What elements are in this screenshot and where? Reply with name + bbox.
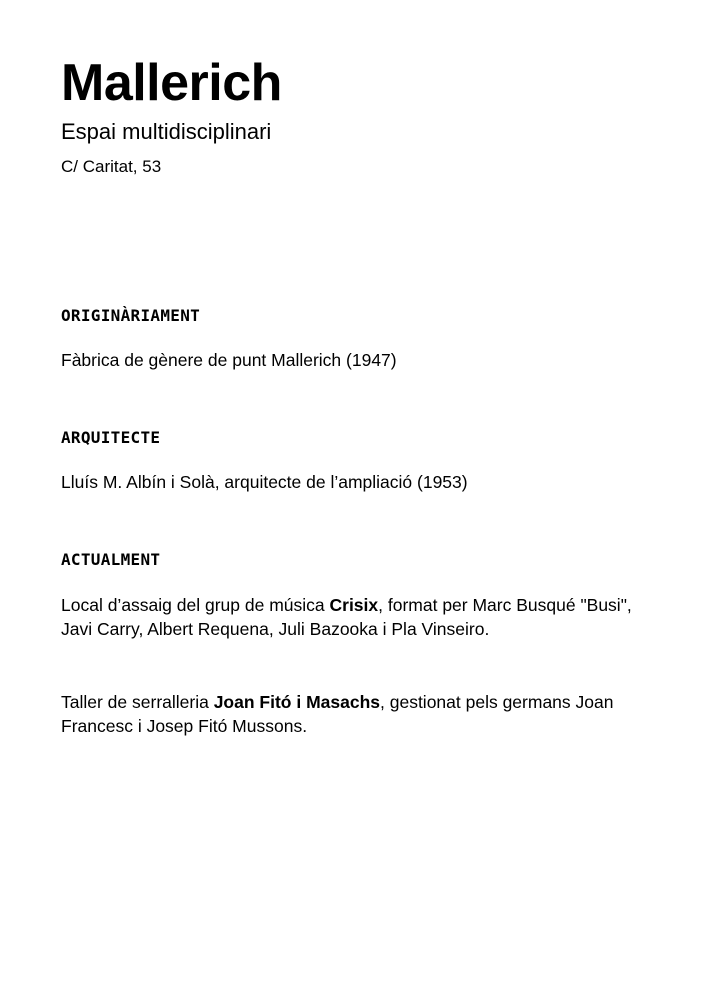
page-subtitle: Espai multidisciplinari xyxy=(61,119,272,144)
current-paragraph-crisix xyxy=(61,593,651,641)
heading-original: ORIGINÀRIAMENT xyxy=(61,306,201,325)
page-title: Mallerich xyxy=(61,54,282,112)
original-text: Fàbrica de gènere de punt Mallerich (1947) xyxy=(61,350,397,370)
current-paragraph-workshop xyxy=(61,690,651,738)
workshop-name: Joan Fitó i Masachs xyxy=(213,692,380,712)
heading-architect: ARQUITECTE xyxy=(61,428,161,447)
paragraph-text: , format per Marc Busqué "Busi", Javi Carry, Albert Requena, Juli Bazooka i Pla Vinseiro. xyxy=(61,595,632,639)
paragraph-text: Taller de serralleria xyxy=(61,692,214,712)
heading-current: ACTUALMENT xyxy=(61,550,161,569)
architect-text: Lluís M. Albín i Solà, arquitecte de l’ampliació (1953) xyxy=(61,472,468,492)
band-name: Crisix xyxy=(329,595,379,615)
paragraph-text: Local d’assaig del grup de música xyxy=(61,595,330,615)
paragraph-text: , gestionat pels germans Joan Francesc i Josep Fitó Mussons. xyxy=(61,692,614,736)
address: C/ Caritat, 53 xyxy=(61,157,162,176)
